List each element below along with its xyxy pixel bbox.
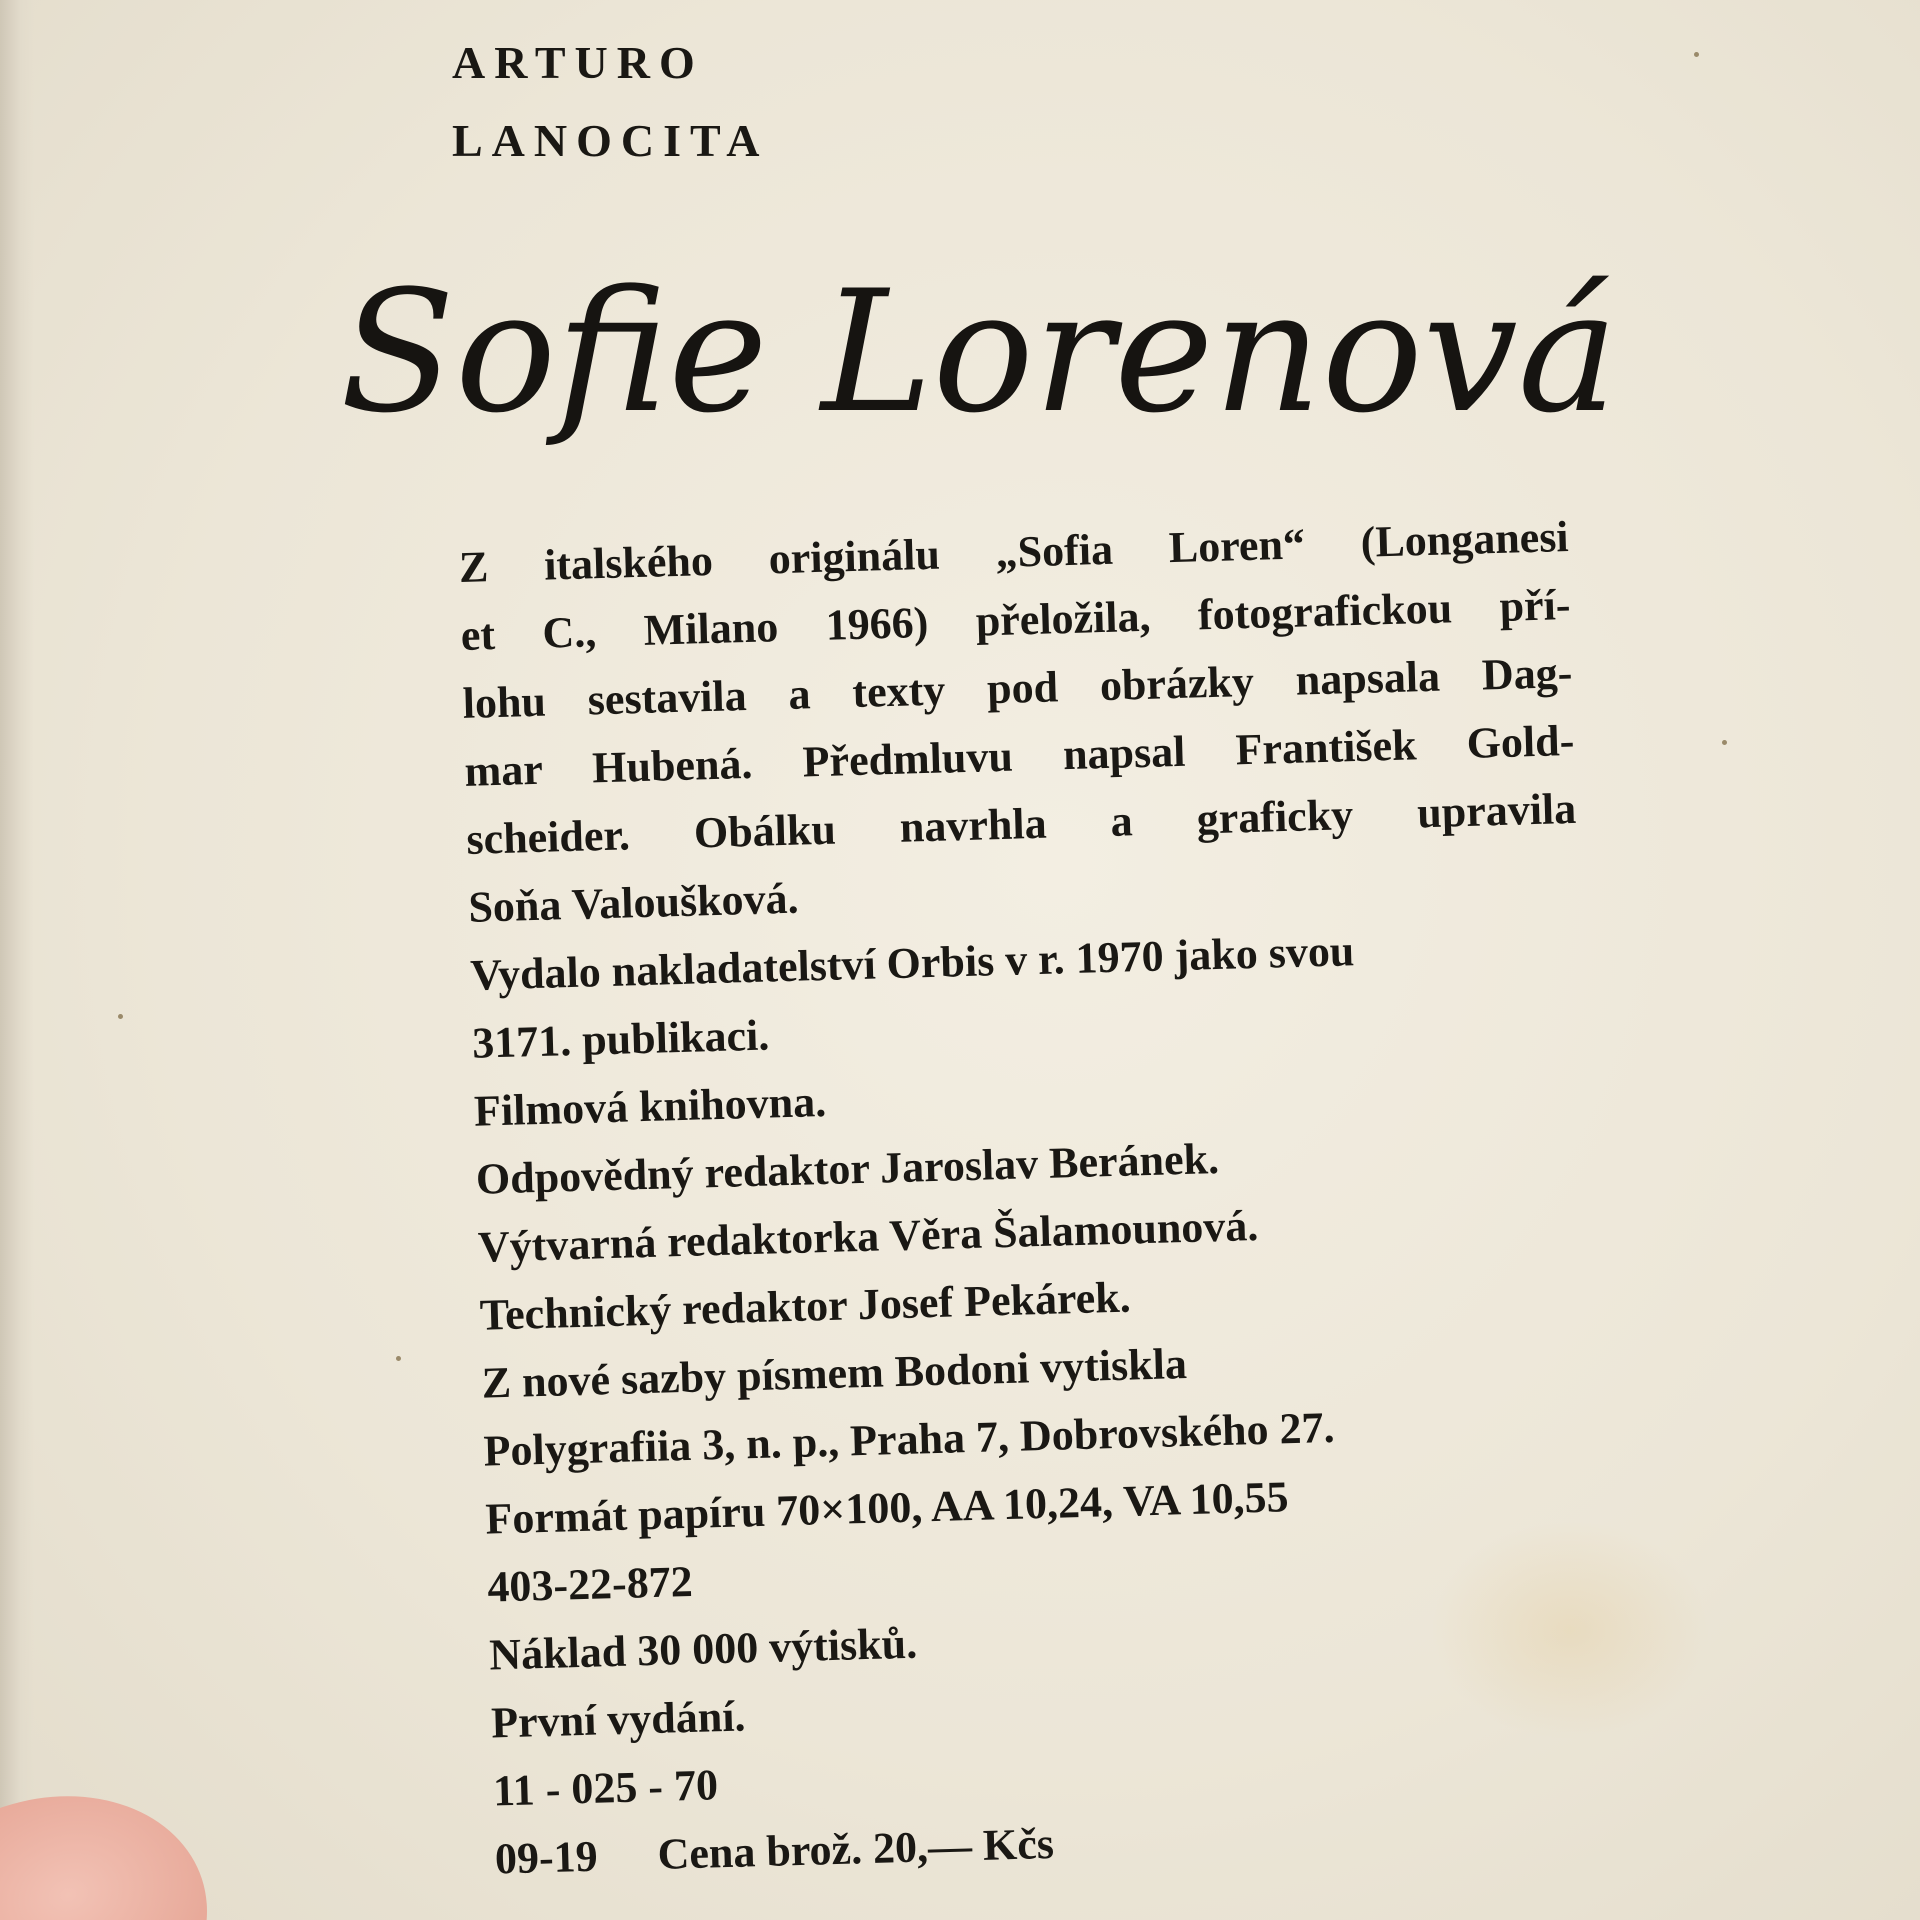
printing-line: Polygrafiia 3, n. p., Praha 7, Dobrovského 27. (482, 1402, 1336, 1476)
print-run: Náklad 30 000 výtisků. (488, 1618, 918, 1680)
edition-code: 11 - 025 - 70 (492, 1760, 719, 1816)
price-code: 09-19 (494, 1831, 599, 1884)
book-title (330, 220, 1630, 520)
paper-speck (118, 1014, 123, 1019)
author-last-name: LANOCITA (452, 115, 769, 166)
colophon-paragraph-line: et C., Milano 1966) přeložila, fotografickou pří- (460, 579, 1572, 660)
colophon (458, 502, 1656, 1894)
book-title-text: Sofie Lorenová (340, 254, 1618, 450)
art-editor: Výtvarná redaktorka Věra Šalamounová. (477, 1200, 1259, 1272)
colophon-paragraph-line: scheider. Obálku navrhla a graficky upravila (465, 783, 1577, 864)
paper-speck (1694, 52, 1699, 57)
colophon-paragraph-line: Z italského originálu „Sofia Loren“ (Longanesi (458, 512, 1570, 592)
paper-speck (1722, 740, 1727, 745)
paper-speck (396, 1356, 401, 1361)
author-first-name: ARTURO (452, 37, 704, 88)
colophon-paragraph-line: mar Hubená. Předmluvu napsal František Gold- (463, 715, 1575, 796)
publisher-line: Vydalo nakladatelství Orbis v r. 1970 jako svou (469, 926, 1355, 1000)
technical-editor: Technický redaktor Josef Pekárek. (479, 1272, 1132, 1340)
page-edge-shadow (0, 0, 34, 1920)
colophon-paragraph-line: Soňa Valoušková. (467, 873, 800, 932)
finger-holding-page (0, 1755, 242, 1920)
publisher-line: 3171. publikaci. (471, 1010, 770, 1068)
price: Cena brož. 20,— Kčs (656, 1818, 1055, 1879)
series-name: Filmová knihovna. (473, 1076, 827, 1136)
printing-line: Z nové sazby písmem Bodoni vytiskla (481, 1338, 1188, 1408)
paper-format: Formát papíru 70×100, AA 10,24, VA 10,55 (484, 1472, 1290, 1544)
colophon-paragraph-line: lohu sestavila a texty pod obrázky napsala Dag- (462, 647, 1573, 728)
edition: První vydání. (490, 1691, 747, 1748)
catalog-code: 403-22-872 (486, 1556, 694, 1612)
responsible-editor: Odpovědný redaktor Jaroslav Beránek. (475, 1134, 1220, 1204)
